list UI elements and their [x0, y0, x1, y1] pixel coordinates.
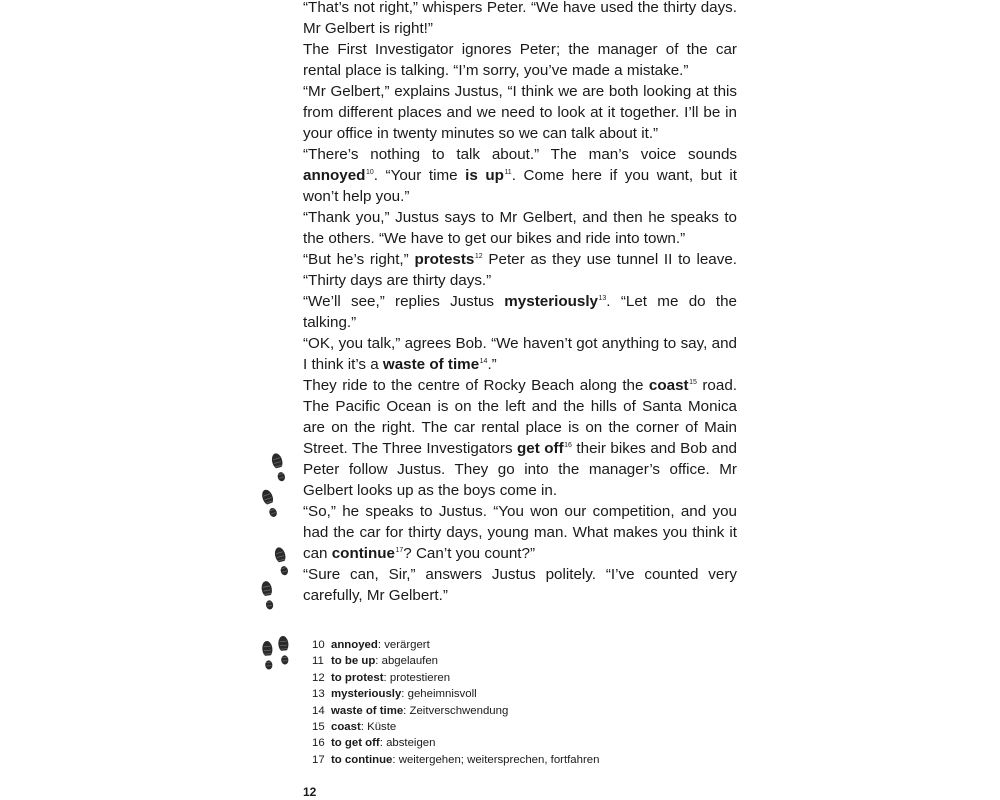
footnote-reference: 15 [689, 378, 697, 386]
text-run: “Sure can, Sir,” answers Justus politely. “I’ve counted very carefully, Mr Gelbert.” [303, 566, 737, 604]
footnote-term: mysteriously [331, 688, 402, 701]
text-run: They ride to the centre of Rocky Beach along the [303, 377, 649, 394]
footnote-reference: 11 [504, 168, 512, 176]
footnote-reference: 16 [564, 441, 572, 449]
footnote-separator: : [379, 737, 387, 750]
text-run: Peter as they use tunnel II to leave. “Thirty days are thirty days.” [303, 251, 737, 289]
text-run: “Mr Gelbert,” explains Justus, “I think we are both looking at this from different places and we need to look at it together. I’ll be in your office in twenty minutes so we can talk about it.” [303, 83, 737, 142]
text-run: . Come here if you want, but it won’t help you.” [303, 167, 737, 205]
text-run: . “Let me do the talking.” [303, 293, 737, 331]
footnote-item [312, 653, 599, 669]
footnote-definition: weitergehen; weitersprechen, fortfahren [398, 753, 600, 766]
footnote-number: 13 [312, 688, 325, 701]
footnote-term: to get off [331, 737, 380, 750]
footnote-separator: : [377, 639, 385, 651]
text-run: . “Your time [373, 167, 466, 184]
text-run: road. The Pacific Ocean is on the left and the hills of Santa Monica are on the right. The car rental place is on the corner of Main Street. The Three Investigators [303, 377, 737, 457]
footnote-definition: geheimnisvoll [407, 688, 477, 701]
footnote-item [312, 752, 599, 768]
footnote-reference: 10 [365, 168, 374, 176]
story-paragraph [303, 81, 737, 144]
text-run: “There’s nothing to talk about.” The man’s voice sounds [303, 146, 737, 163]
footnote-item [312, 686, 599, 702]
vocabulary-term: waste of time [382, 356, 480, 373]
footnote-number: 15 [312, 721, 325, 734]
footnote-definition: verärgert [384, 639, 430, 651]
story-paragraph [303, 249, 737, 291]
story-paragraph [303, 501, 737, 564]
footnote-separator: : [375, 655, 382, 668]
footnote-definition: Küste [367, 721, 397, 734]
footnote-definition: protestieren [389, 671, 451, 684]
text-run: ? Can’t you count?” [403, 545, 536, 562]
footnote-term: to protest [331, 671, 384, 684]
vocabulary-term: annoyed [303, 167, 366, 184]
text-run: their bikes and Bob and Peter follow Justus. They go into the manager’s office. Mr Gelbert looks up as the boys come in. [303, 440, 737, 499]
footnote-reference: 14 [479, 357, 488, 365]
footnote-definition: Zeitverschwendung [409, 704, 509, 717]
footnote-item [312, 719, 599, 735]
vocabulary-term: protests [414, 251, 475, 268]
footnote-reference: 12 [474, 252, 483, 260]
footnote-number: 12 [312, 671, 325, 684]
footnote-item [312, 637, 599, 653]
footnote-term: to continue [331, 753, 393, 766]
story-paragraph [303, 375, 737, 501]
footnote-reference: 13 [598, 294, 607, 302]
footnote-number: 10 [312, 639, 325, 651]
story-paragraph [303, 207, 737, 249]
text-run: .” [487, 356, 497, 373]
text-run: “OK, you talk,” agrees Bob. “We haven’t got anything to say, and I think it’s a [303, 335, 737, 373]
story-text [303, 0, 737, 606]
text-run: “That’s not right,” whispers Peter. “We have used the thirty days. Mr Gelbert is right!” [303, 0, 737, 37]
vocabulary-term: mysteriously [504, 293, 598, 310]
footnote-number: 17 [312, 753, 325, 766]
footnote-separator: : [403, 704, 410, 717]
page-number: 12 [303, 785, 317, 799]
footnote-separator: : [392, 753, 399, 766]
text-run: “We’ll see,” replies Justus [303, 293, 505, 310]
footnote-item [312, 735, 599, 751]
text-run: The First Investigator ignores Peter; the manager of the car rental place is talking. “I’m sorry, you’ve made a mistake.” [303, 41, 737, 79]
text-run: “But he’s right,” [303, 251, 415, 268]
footnote-separator: : [383, 671, 390, 684]
footnote-term: to be up [331, 655, 376, 668]
footnote-item [312, 670, 599, 686]
story-paragraph [303, 333, 737, 375]
footnote-number: 11 [312, 655, 324, 668]
footnote-definition: absteigen [386, 737, 436, 750]
footnote-term: annoyed [331, 639, 378, 651]
footnote-number: 16 [312, 737, 325, 750]
vocabulary-term: continue [331, 545, 395, 562]
footnote-separator: : [401, 688, 408, 701]
story-paragraph [303, 564, 737, 606]
story-paragraph [303, 291, 737, 333]
vocabulary-term: coast [648, 377, 689, 394]
story-paragraph [303, 39, 737, 81]
footnote-separator: : [360, 721, 368, 734]
text-run: “Thank you,” Justus says to Mr Gelbert, and then he speaks to the others. “We have to get our bikes and ride into town.” [303, 209, 737, 247]
vocabulary-term: is up [465, 167, 504, 184]
story-paragraph [303, 0, 737, 39]
footnote-term: coast [331, 721, 361, 734]
footnote-term: waste of time [331, 704, 404, 717]
footnote-definition: abgelaufen [381, 655, 439, 668]
vocabulary-term: get off [517, 440, 564, 457]
glossary-footnotes [312, 637, 599, 768]
footnote-item [312, 703, 599, 719]
footprints-icon [255, 450, 300, 680]
footnote-number: 14 [312, 704, 325, 717]
footnote-reference: 17 [395, 546, 404, 554]
story-paragraph [303, 144, 737, 207]
text-run: “So,” he speaks to Justus. “You won our competition, and you had the car for thirty days, young man. What makes you think it can [303, 503, 737, 562]
